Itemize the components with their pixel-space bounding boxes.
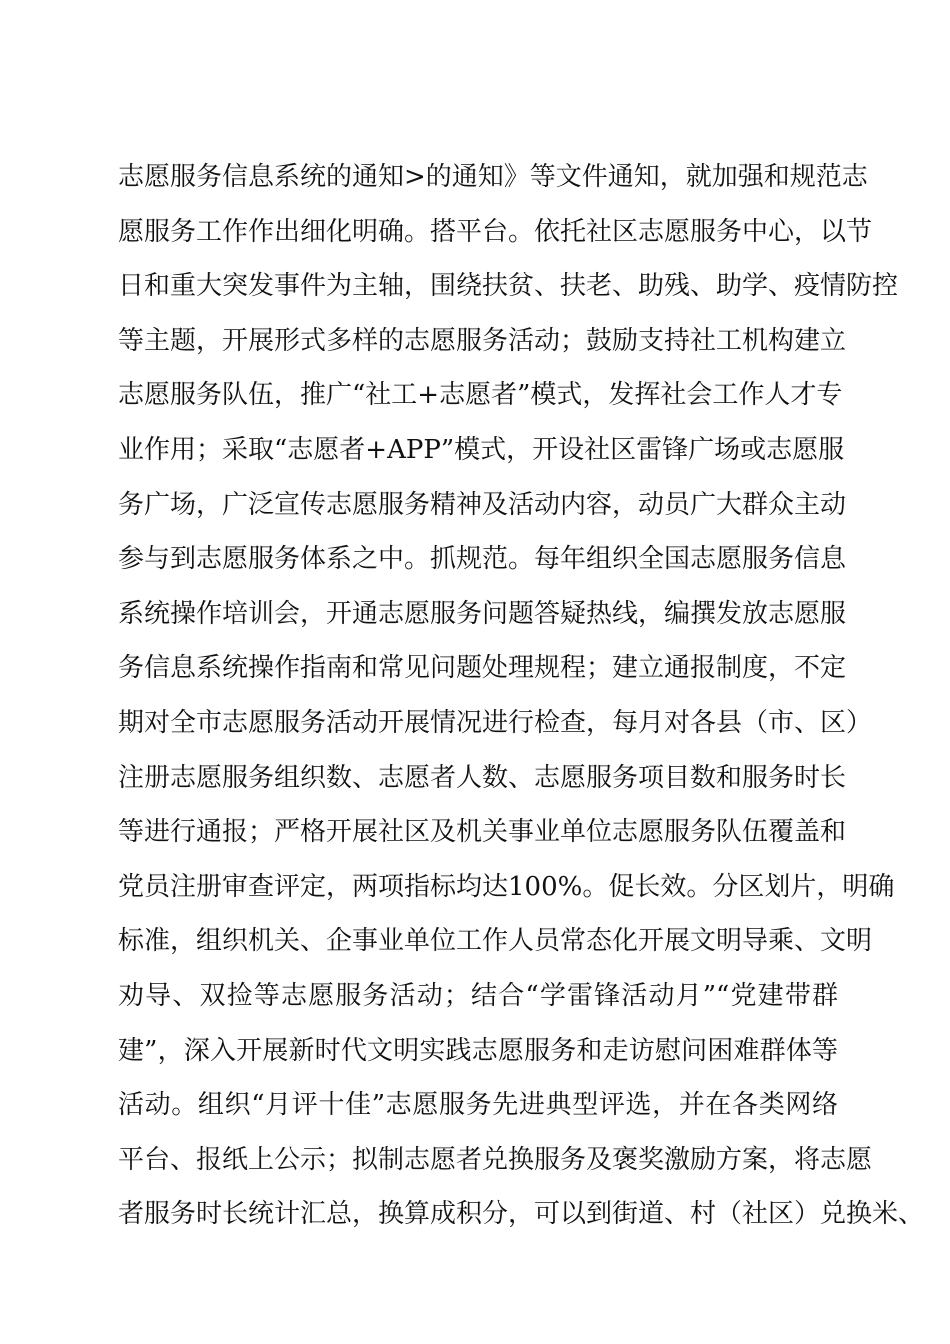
text-line: 者服务时长统计汇总，换算成积分，可以到街道、村（社区）兑换米、 bbox=[118, 1199, 925, 1230]
text-line: 志愿服务队伍，推广“社工+志愿者”模式，发挥社会工作人才专 bbox=[118, 380, 843, 411]
text-line: 等主题，开展形式多样的志愿服务活动；鼓励支持社工机构建立 bbox=[118, 325, 847, 356]
text-line: 期对全市志愿服务活动开展情况进行检查，每月对各县（市、区） bbox=[118, 707, 873, 738]
text-line: 注册志愿服务组织数、志愿者人数、志愿服务项目数和服务时长 bbox=[118, 762, 847, 793]
text-line: 务信息系统操作指南和常见问题处理规程；建立通报制度，不定 bbox=[118, 653, 847, 684]
text-line: 愿服务工作作出细化明确。搭平台。依托社区志愿服务中心，以节 bbox=[118, 216, 873, 247]
text-line: 业作用；采取“志愿者+APP”模式，开设社区雷锋广场或志愿服 bbox=[118, 434, 845, 465]
text-line: 日和重大突发事件为主轴，围绕扶贫、扶老、助残、助学、疫情防控 bbox=[118, 271, 899, 302]
text-line: 参与到志愿服务体系之中。抓规范。每年组织全国志愿服务信息 bbox=[118, 544, 847, 575]
text-line: 活动。组织“月评十佳”志愿服务先进典型评选，并在各类网络 bbox=[118, 1090, 838, 1121]
text-line: 标准，组织机关、企事业单位工作人员常态化开展文明导乘、文明 bbox=[118, 926, 873, 957]
text-line: 党员注册审查评定，两项指标均达100%。促长效。分区划片，明确 bbox=[118, 871, 895, 902]
text-line: 建”，深入开展新时代文明实践志愿服务和走访慰问困难群体等 bbox=[118, 1035, 838, 1066]
text-line: 劝导、双捡等志愿服务活动；结合“学雷锋活动月”“党建带群 bbox=[118, 980, 838, 1011]
text-line: 务广场，广泛宣传志愿服务精神及活动内容，动员广大群众主动 bbox=[118, 489, 847, 520]
text-line: 等进行通报；严格开展社区及机关事业单位志愿服务队伍覆盖和 bbox=[118, 817, 847, 848]
text-line: 平台、报纸上公示；拟制志愿者兑换服务及褒奖激励方案，将志愿 bbox=[118, 1144, 873, 1175]
text-line: 志愿服务信息系统的通知>的通知》等文件通知，就加强和规范志 bbox=[118, 162, 868, 192]
body-text bbox=[118, 150, 925, 1242]
text-line: 系统操作培训会，开通志愿服务问题答疑热线，编撰发放志愿服 bbox=[118, 598, 847, 629]
